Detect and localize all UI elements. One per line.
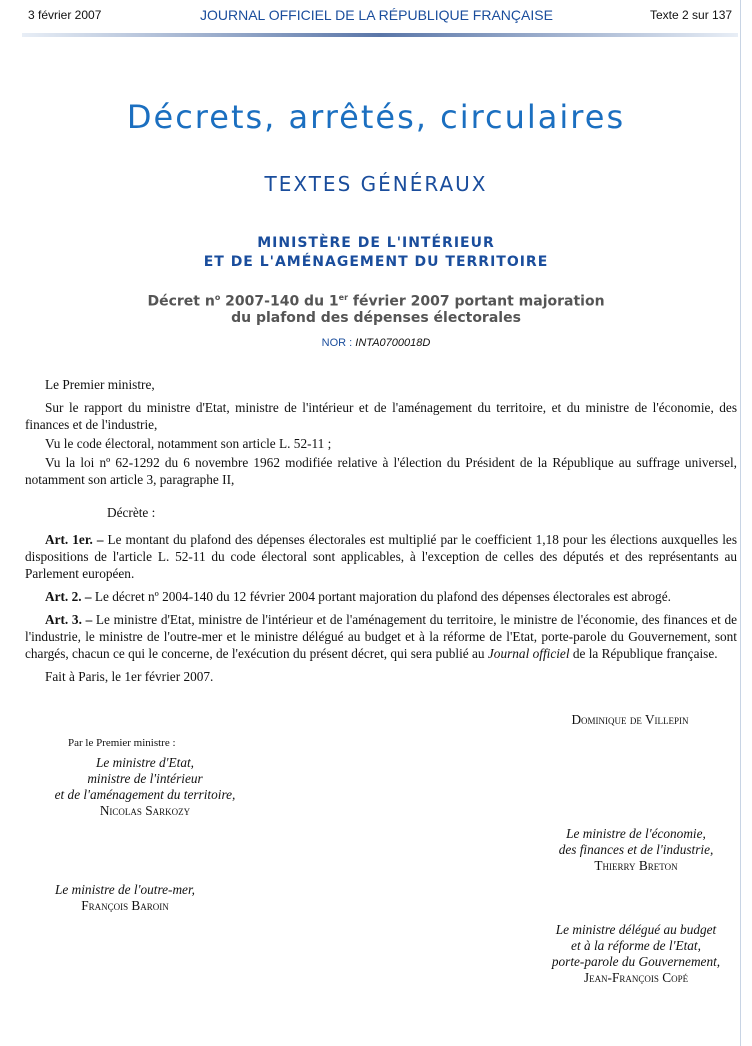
signature-prime-minister: Dominique de Villepin: [571, 712, 689, 727]
signature-outremer: Le ministre de l'outre-mer, François Baroin: [55, 882, 195, 913]
header-date: 3 février 2007: [28, 8, 102, 22]
nor-reference: NOR : INTA0700018D: [321, 337, 431, 349]
ministry-title: MINISTÈRE DE L'INTÉRIEUR ET DE L'AMÉNAGEMENT DU TERRITOIRE: [203, 235, 549, 270]
header-journal: JOURNAL OFFICIEL DE LA RÉPUBLIQUE FRANÇAISE: [200, 7, 553, 23]
signature-interior: Le ministre d'Etat, ministre de l'intérieur et de l'aménagement du territoire, Nicolas Sarkozy: [54, 755, 236, 818]
decree-body: Le Premier ministre, Sur le rapport du ministre d'Etat, ministre de l'intérieur et de l'aménagement du territoire, et du ministre de l'économie, des finances et de l'industrie, Vu le code électoral, notamment son article L. 52-11 ; Vu la loi nº 62-1292 du 6 novembre 1962 modifiée relative à l'élection du Président de la République au suffrage universel, notamment son article 3, paragraphe II, Décrète : Art. 1er. – Le montant du plafond des dépenses électorales est multiplié par le coefficient 1,18 pour les élections auxquelles les dispositions de l'article L. 52-11 du code électoral sont applicables, à l'exception de celles des députés et des représentants au Parlement européen. Art. 2. – Le décret nº 2004-140 du 12 février 2004 portant majoration du plafond des dépenses électorales est abrogé. Art. 3. – Le ministre d'Etat, ministre de l'intérieur et de l'aménagement du territoire, le ministre de l'économie, des finances et de l'industrie, le ministre de l'outre-mer et le ministre délégué au budget et à la réforme de l'Etat, porte-parole du Gouvernement, sont chargés, chacun ce qui le concerne, de l'exécution du présent décret, qui sera publié au Journal officiel de la République française. Fait à Paris, le 1er février 2007.: [25, 377, 737, 684]
section-title: Décrets, arrêtés, circulaires: [126, 98, 626, 136]
signature-by-line: Par le Premier ministre :: [68, 737, 176, 749]
signature-economy: Le ministre de l'économie, des finances et de l'industrie, Thierry Breton: [558, 826, 714, 873]
decree-title: Décret $n^o$ 2007-140 du 1er février 2007 portant majoration du plafond des dépenses électorales: [147, 293, 605, 326]
header-rule: [22, 33, 738, 37]
header-text-count: Texte 2 sur 137: [650, 8, 733, 22]
signature-budget: Le ministre délégué au budget et à la réforme de l'Etat, porte-parole du Gouvernement, Jean-François Copé: [551, 922, 721, 985]
subsection-title: TEXTES GÉNÉRAUX: [264, 172, 488, 196]
page-border: [740, 0, 741, 1046]
